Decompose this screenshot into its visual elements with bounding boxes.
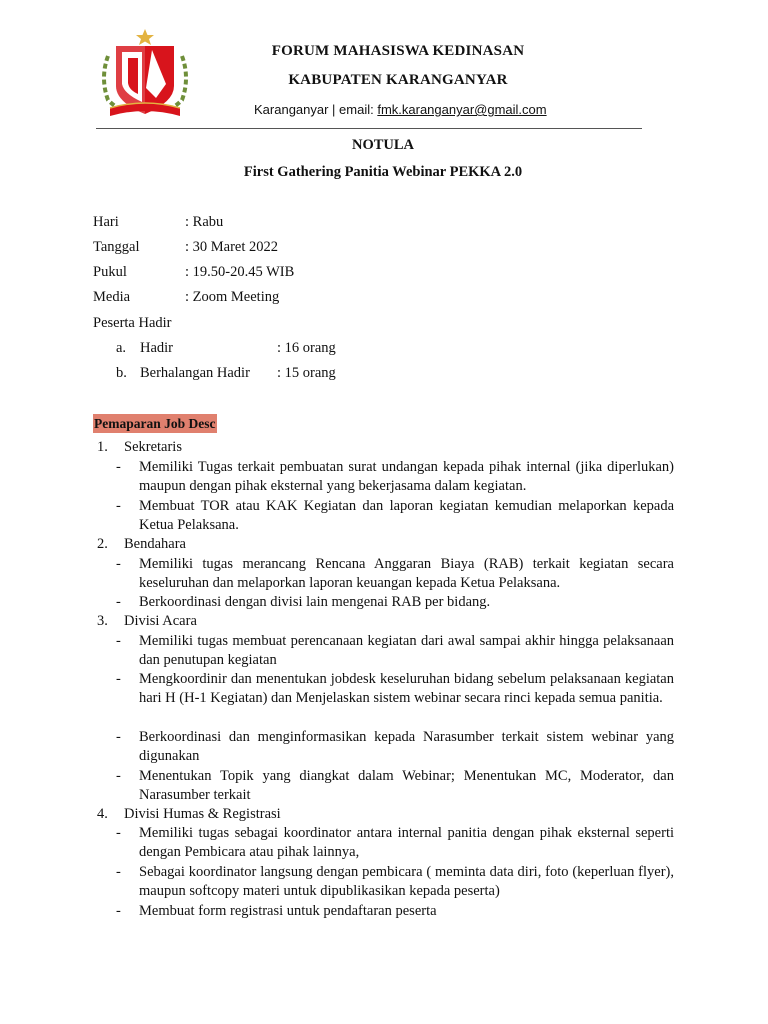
document-type-title: NOTULA [351,137,415,153]
division-number: 4. [97,806,108,822]
meeting-time-label: Pukul [93,264,127,280]
list-item [116,593,674,612]
dash-bullet-icon: - [116,633,121,649]
letterhead-divider [96,128,642,129]
task-text: Memiliki Tugas terkait pembuatan surat undangan kepada pihak internal (jika diperlukan) maupun dengan pihak eksternal yang bekerjasama dalam kegiatan. [139,459,674,495]
attendance-present-label: Hadir [140,340,174,356]
section-heading-job-desc: Pemaparan Job Desc [94,416,216,431]
dash-bullet-icon: - [116,459,121,475]
dash-bullet-icon: - [116,556,121,572]
contact-prefix: Karanganyar | email: [254,102,378,117]
list-item [116,458,674,497]
attendance-absent-label: Berhalangan Hadir [140,365,250,381]
task-text: Menentukan Topik yang diangkat dalam Webinar; Menentukan MC, Moderator, dan Narasumber terkait [139,768,674,804]
organization-name: FORUM MAHASISWA KEDINASAN [271,43,525,59]
meeting-time-value: : 19.50-20.45 WIB [185,264,295,280]
list-item [116,728,674,767]
meeting-day-value: : Rabu [185,214,224,230]
task-text: Sebagai koordinator langsung dengan pembicara ( meminta data diri, foto (keperluan flyer), maupun softcopy materi untuk dipublikasikan kepada peserta) [139,864,674,900]
dash-bullet-icon: - [116,768,121,784]
division-number: 1. [97,439,108,455]
document-subject-title: First Gathering Panitia Webinar PEKKA 2.0 [243,164,523,180]
list-marker: a. [116,340,127,356]
list-marker: b. [116,365,127,381]
division-name: Divisi Acara [124,613,197,629]
meeting-date-value: : 30 Maret 2022 [185,239,279,255]
division-number: 3. [97,613,108,629]
attendance-label: Peserta Hadir [93,315,172,331]
attendance-absent-value: : 15 orang [277,365,336,381]
list-item [116,767,674,806]
dash-bullet-icon: - [116,864,121,880]
division-name: Sekretaris [124,439,182,455]
task-text: Memiliki tugas membuat perencanaan kegiatan dari awal sampai akhir hingga pelaksanaan dan penutupan kegiatan [139,633,674,669]
dash-bullet-icon: - [116,903,121,919]
task-text: Berkoordinasi dan menginformasikan kepada Narasumber terkait sistem webinar yang digunakan [139,729,674,765]
list-item [116,555,674,594]
dash-bullet-icon: - [116,825,121,841]
dash-bullet-icon: - [116,498,121,514]
task-text: Membuat TOR atau KAK Kegiatan dan laporan kegiatan kemudian melaporkan kepada Ketua Pelaksana. [139,498,674,534]
list-item [116,497,674,536]
meeting-media-value: : Zoom Meeting [185,289,280,305]
list-item [116,902,674,921]
task-text: Memiliki tugas sebagai koordinator antara internal panitia dengan pihak eksternal seperti dengan Pembicara atau pihak lainnya, [139,825,674,861]
division-number: 2. [97,536,108,552]
list-item [116,632,674,671]
dash-bullet-icon: - [116,729,121,745]
list-item [116,863,674,902]
meeting-date-label: Tanggal [93,239,140,255]
division-name: Divisi Humas & Registrasi [124,806,281,822]
attendance-present-value: : 16 orang [277,340,336,356]
list-item [116,670,674,709]
meeting-day-label: Hari [93,214,119,230]
dash-bullet-icon: - [116,594,121,610]
email-link[interactable]: fmk.karanganyar@gmail.com [377,102,547,117]
organization-region: KABUPATEN KARANGANYAR [288,72,508,88]
meeting-media-label: Media [93,289,131,305]
division-name: Bendahara [124,536,186,552]
task-text: Membuat form registrasi untuk pendaftaran peserta [139,903,437,919]
task-text: Berkoordinasi dengan divisi lain mengenai RAB per bidang. [139,594,491,610]
contact-line [254,102,547,117]
task-text: Mengkoordinir dan menentukan jobdesk keseluruhan bidang sebelum pelaksanaan kegiatan hari H (H-1 Kegiatan) dan Menjelaskan sistem webinar secara rinci kepada semua panitia. [139,671,674,707]
dash-bullet-icon: - [116,671,121,687]
task-text: Memiliki tugas merancang Rencana Anggaran Biaya (RAB) terkait kegiatan secara keseluruhan dan melaporkan laporan keuangan kepada Ketua Pelaksana. [139,556,674,592]
list-item [116,824,674,863]
